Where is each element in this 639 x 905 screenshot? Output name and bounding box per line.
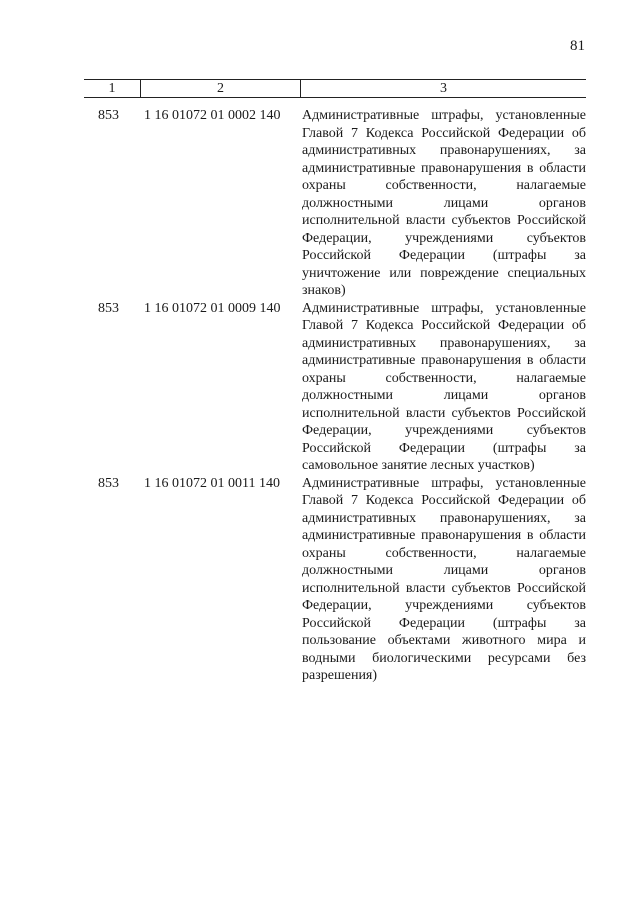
page-number: 81 bbox=[570, 38, 585, 54]
table-header bbox=[84, 79, 586, 98]
header-col-1: 1 bbox=[84, 80, 141, 97]
budget-code: 1 16 01072 01 0002 140 bbox=[144, 108, 281, 123]
revenue-description: Административные штрафы, установленные Главой 7 Кодекса Российской Федерации об административных правонарушениях, за административные правонарушения в области охраны собственности, налагаемые должностными лицами органов исполнительной власти субъектов Российской Федерации, учреждениями субъектов Российской Федерации (штрафы за уничтожение или повреждение специальных знаков) bbox=[302, 108, 586, 298]
table-row bbox=[84, 107, 586, 300]
header-col-3: 3 bbox=[440, 81, 447, 96]
revenue-description: Административные штрафы, установленные Главой 7 Кодекса Российской Федерации об административных правонарушениях, за административные правонарушения в области охраны собственности, налагаемые должностными лицами органов исполнительной власти субъектов Российской Федерации, учреждениями субъектов Российской Федерации (штрафы за пользование объектами животного мира и водными биологическими ресурсами без разрешения) bbox=[302, 475, 586, 683]
admin-code: 853 bbox=[98, 108, 119, 123]
admin-code: 853 bbox=[98, 475, 119, 491]
admin-code: 853 bbox=[98, 300, 119, 316]
table-row bbox=[84, 475, 586, 685]
table-row bbox=[84, 300, 586, 475]
revenue-description: Административные штрафы, установленные Главой 7 Кодекса Российской Федерации об административных правонарушениях, за административные правонарушения в области охраны собственности, налагаемые должностными лицами органов исполнительной власти субъектов Российской Федерации, учреждениями субъектов Российской Федерации (штрафы за самовольное занятие лесных участков) bbox=[302, 300, 586, 473]
budget-code: 1 16 01072 01 0011 140 bbox=[144, 475, 280, 491]
table-body bbox=[84, 107, 586, 685]
budget-code: 1 16 01072 01 0009 140 bbox=[144, 300, 281, 316]
header-col-2: 2 bbox=[141, 80, 301, 97]
